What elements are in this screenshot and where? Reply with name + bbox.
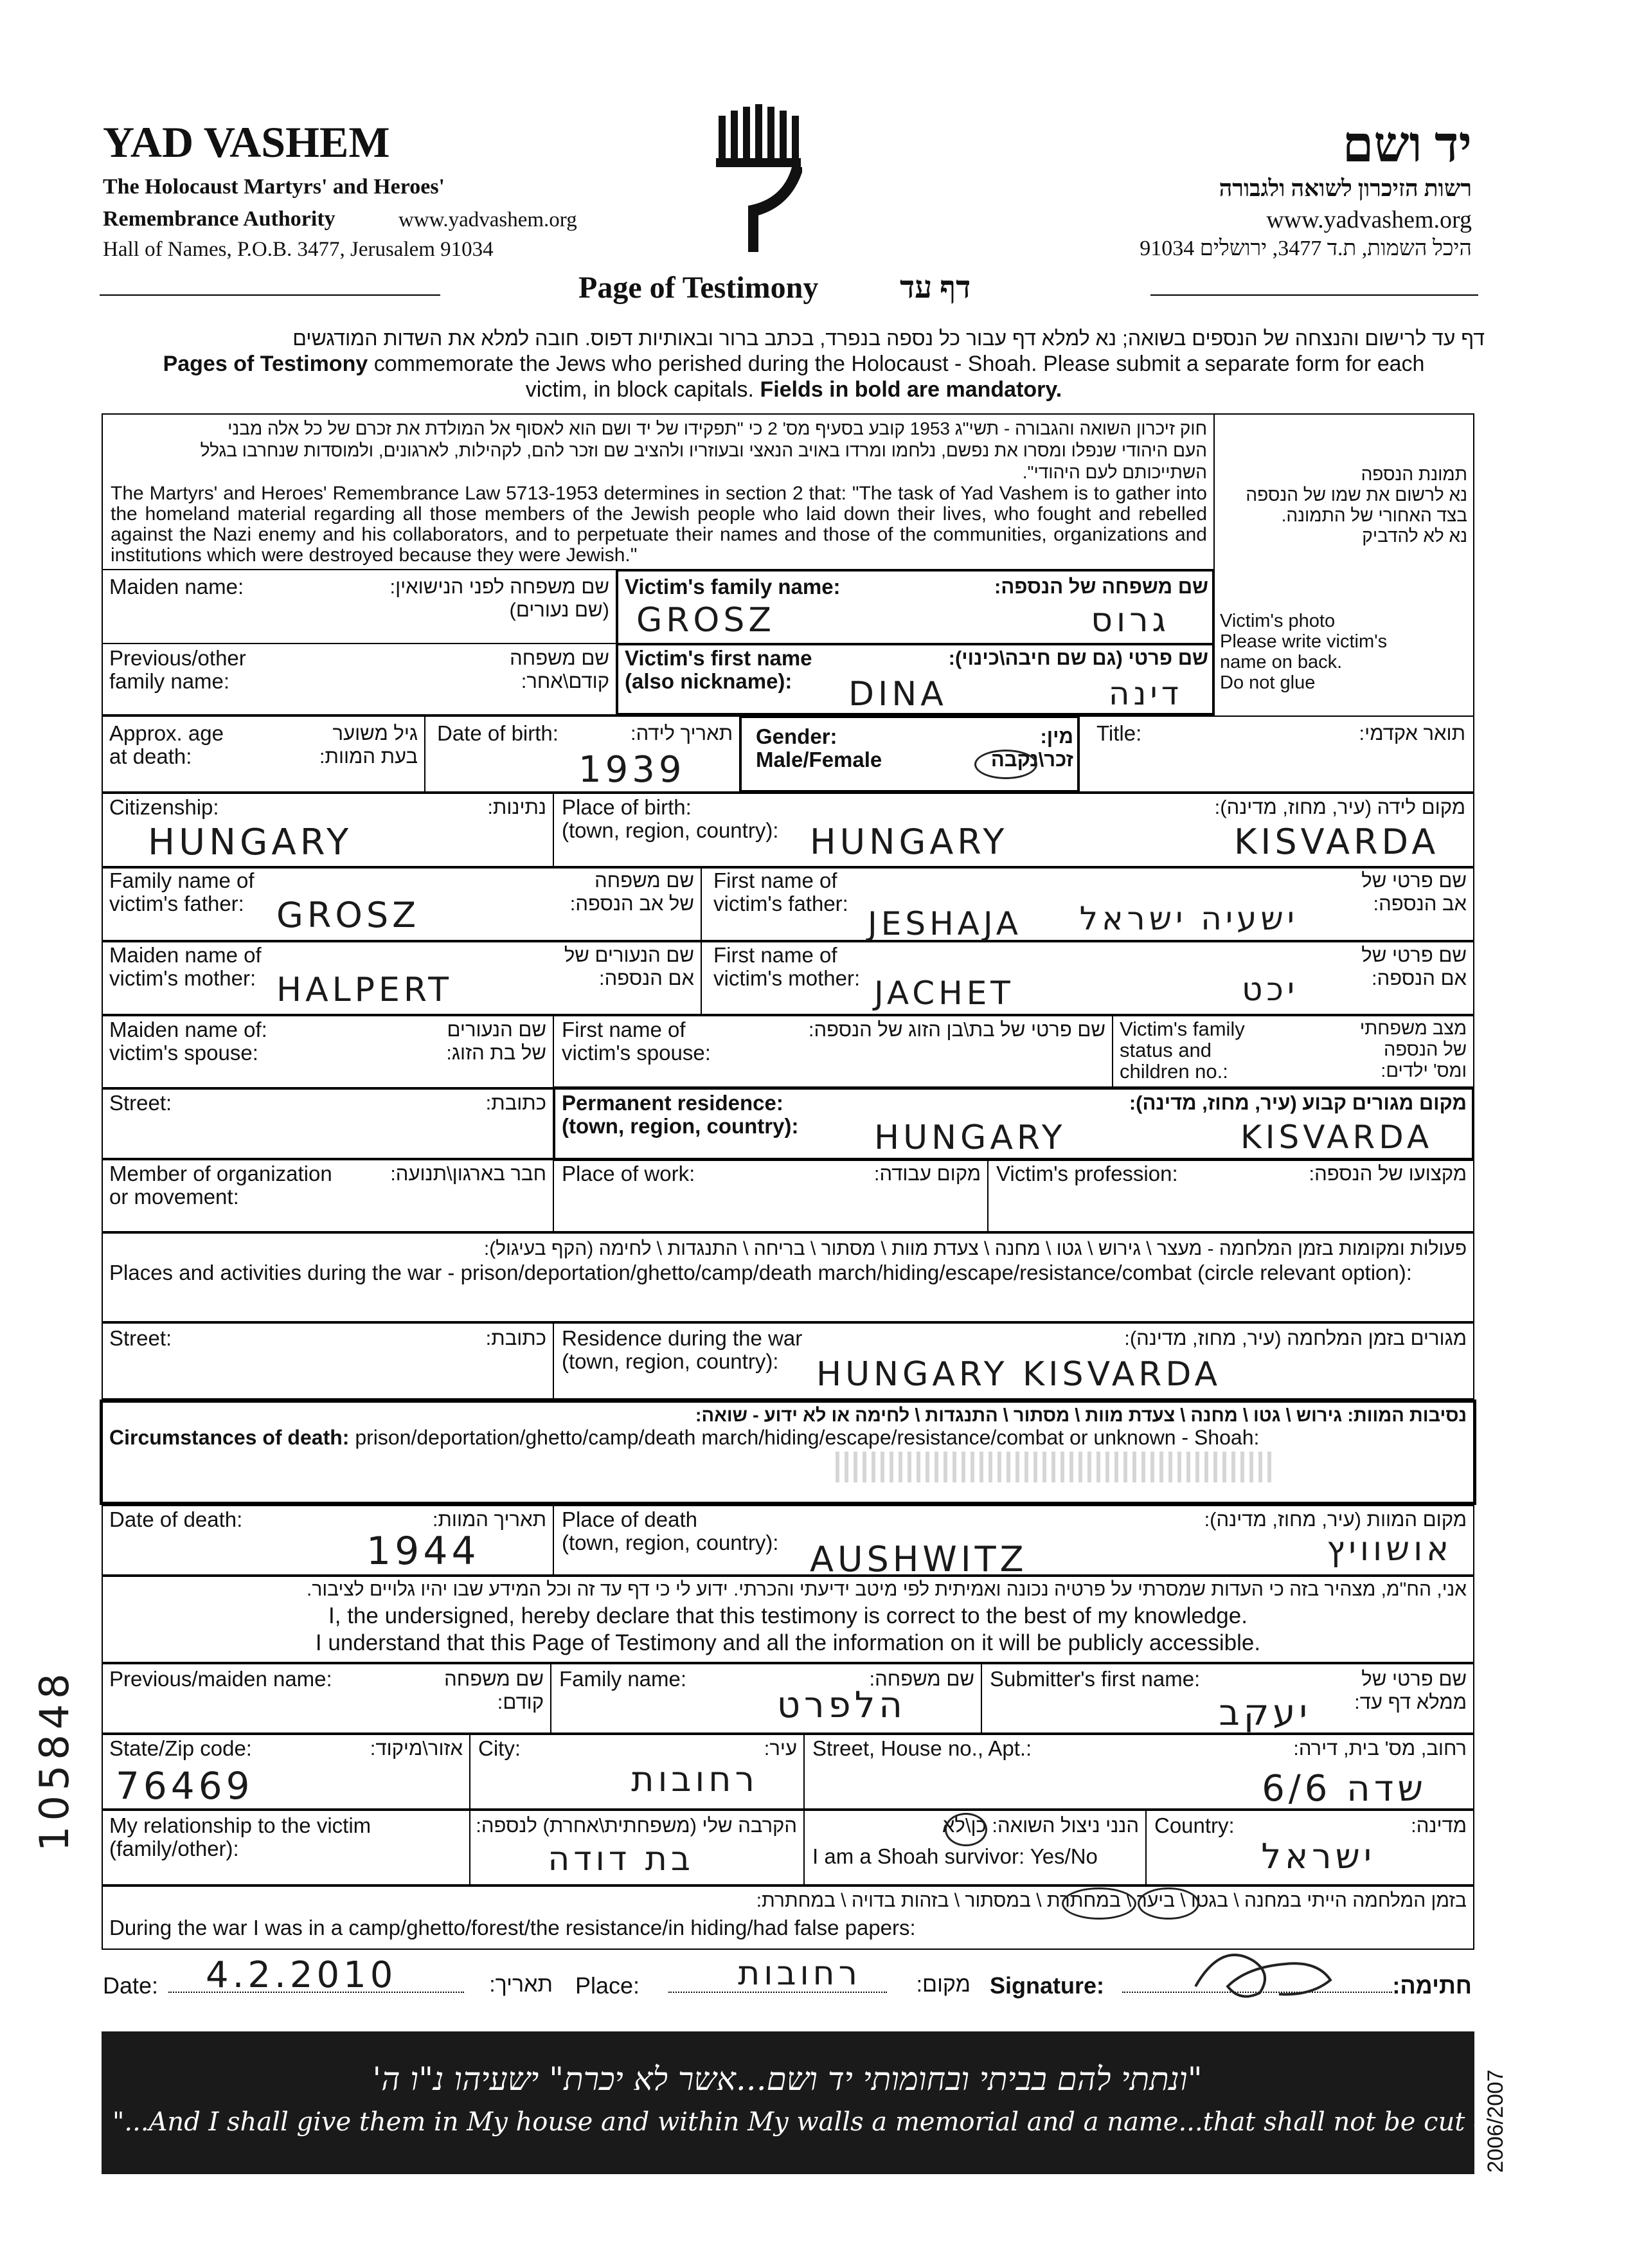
gender-label-he: מין: זכר\נקבה — [990, 725, 1073, 771]
war-residence-value[interactable]: HUNGARY KISVARDA — [816, 1355, 1222, 1394]
city-label-he: עיר: — [764, 1737, 797, 1760]
previous-name-label-he: שם משפחה קודם\אחר: — [510, 647, 609, 692]
war-activities-label: Places and activities during the war - prison/deportation/ghetto/camp/death march/hiding/escape/resistance/combat (circle relevant option): — [109, 1261, 1412, 1284]
street-label: Street: — [109, 1091, 172, 1115]
dod-value[interactable]: 1944 — [366, 1529, 480, 1574]
citizenship-label: Citizenship: — [109, 795, 219, 819]
intro-en-1: commemorate the Jews who perished during the Holocaust - Shoah. Please submit a separate form for each — [368, 352, 1425, 376]
permanent-residence-label-he: מקום מגורים קבוע (עיר, מחוז, מדינה): — [1129, 1092, 1467, 1114]
zip-label: State/Zip code: — [109, 1736, 252, 1760]
submitter-prev-label-he: שם משפחה קודם: — [444, 1668, 544, 1713]
mother-maiden-label-he: שם הנעורים של אם הנספה: — [564, 944, 694, 989]
law-he-1: חוק זיכרון השואה והגבורה - תשי"ג 1953 קובע בסעיף מס' 2 כי "תפקידו של יד ושם הוא לאסוף אל המולדת את זכרם של כל אלה מבני — [228, 419, 1207, 438]
work-row-v1 — [553, 1159, 554, 1232]
submitter-prev-label: Previous/maiden name: — [109, 1667, 332, 1691]
submitter-first-label: Submitter's first name: — [990, 1667, 1201, 1691]
country-label: Country: — [1154, 1814, 1235, 1837]
intro-en-mandatory: Fields in bold are mandatory. — [760, 377, 1062, 402]
declaration-he: אני, הח"מ, מצהיר בזה כי העדות שמסרתי על פרטיה נכונה ואמיתית לפי מיטב ידיעתי והכרתי. ידוע לי כי דף עד זה וכל המידע שבו יהיו גלויים לציבור. — [307, 1579, 1467, 1600]
form-title: Page of Testimony — [578, 271, 819, 305]
declaration-en-1: I, the undersigned, hereby declare that this testimony is correct to the best of my knowledge. — [328, 1603, 1248, 1628]
family-name-value[interactable]: GROSZ — [636, 601, 775, 640]
divider-right — [1150, 294, 1478, 296]
erased-text-area — [836, 1452, 1273, 1482]
father-first-value-he[interactable]: ישעיה ישראל — [1079, 900, 1298, 937]
survivor-label-he: הנני ניצול השואה: כן\לא — [942, 1814, 1139, 1837]
dob-label-he: תאריך לידה: — [630, 722, 733, 744]
submitter-first-value[interactable]: יעקב — [1219, 1692, 1311, 1734]
permanent-residence-town[interactable]: KISVARDA — [1240, 1119, 1433, 1156]
pob-label: Place of birth: (town, region, country): — [562, 795, 779, 842]
submitter-family-value[interactable]: הלפרט — [776, 1684, 906, 1726]
first-name-value[interactable]: DINA — [848, 675, 947, 714]
gender-label: Gender: Male/Female — [756, 724, 882, 771]
father-family-label-he: שם משפחה של אב הנספה: — [569, 869, 694, 915]
circumstances-label — [109, 1426, 1467, 1450]
archive-number: 105848 — [31, 1668, 78, 1851]
law-en: The Martyrs' and Heroes' Remembrance Law 5713-1953 determines in section 2 that: "The task of Yad Vashem is to gather into the homeland material regarding all those members of the Jewish people who laid down their lives, who fought and rebelled against the Nazi enemy and his collaborators, and to perpetuate their names and those of the communities, organizations and institutions which were destroyed because they were Jewish." — [111, 483, 1207, 566]
spouse-maiden-label-he: שם הנעורים של בת הזוג: — [446, 1018, 546, 1064]
spouse-maiden-label: Maiden name of: victim's spouse: — [109, 1018, 267, 1065]
city-value[interactable]: רחובות — [631, 1759, 758, 1799]
war-activities-label-he: פעולות ומקומות בזמן המלחמה - מעצר \ גירוש \ גטו \ מחנה \ צעדת מוות \ מסתור \ בריחה \ התנגדות \ לחימה (הקף בעיגול): — [483, 1238, 1467, 1259]
submitter-street-value[interactable]: שדה 6/6 — [1262, 1768, 1427, 1810]
zip-label-he: אזור\מיקוד: — [370, 1737, 463, 1760]
pod-label: Place of death (town, region, country): — [562, 1508, 779, 1554]
father-family-label: Family name of victim's father: — [109, 869, 255, 915]
relationship-row-v2 — [1145, 1810, 1147, 1886]
pod-value-he[interactable]: אושוויץ — [1327, 1530, 1453, 1569]
spouse-first-label-he: שם פרטי של בת\בן הזוג של הנספה: — [808, 1018, 1105, 1041]
law-he-3: השתייכותם לעם היהודי". — [1022, 462, 1207, 482]
war-status-circle-1[interactable] — [1062, 1887, 1136, 1920]
organization-label-he: חבר בארגון\תנועה: — [390, 1162, 546, 1185]
age-label-he: גיל משוער בעת המוות: — [319, 722, 418, 768]
father-first-label: First name of victim's father: — [713, 869, 848, 915]
title-label-he: תואר אקדמי: — [1359, 722, 1465, 744]
war-residence-v1 — [553, 1322, 554, 1400]
heb-org-web: www.yadvashem.org — [1266, 206, 1472, 233]
divider-left — [100, 294, 440, 296]
submitter-family-label-he: שם משפחה: — [869, 1668, 974, 1690]
relationship-label-he: הקרבה שלי (משפחתית\אחרת) לנספה: — [476, 1814, 797, 1837]
org-address: Hall of Names, P.O.B. 3477, Jerusalem 91034 — [103, 238, 494, 261]
permanent-residence-label: Permanent residence: (town, region, country): — [562, 1091, 799, 1138]
age-label: Approx. age at death: — [109, 721, 224, 768]
footer-band — [102, 2031, 1474, 2174]
pod-label-he: מקום המוות (עיר, מחוז, מדינה): — [1204, 1508, 1467, 1531]
relationship-label: My relationship to the victim (family/other): — [109, 1814, 371, 1860]
mother-maiden-value[interactable]: HALPERT — [276, 971, 452, 1009]
citizenship-row-v1 — [553, 793, 554, 867]
permanent-residence-country[interactable]: HUNGARY — [874, 1119, 1066, 1157]
names-row-split — [102, 643, 616, 644]
war-status-circle-2[interactable] — [1138, 1887, 1199, 1920]
victim-names-split — [616, 643, 1215, 645]
profession-label: Victim's profession: — [996, 1162, 1178, 1185]
place-value[interactable]: רחובות — [738, 1954, 861, 1993]
heb-org-address: היכל השמות, ת.ד 3477, ירושלים 91034 — [1140, 237, 1472, 260]
death-row-v1 — [553, 1505, 554, 1576]
intro-en — [103, 351, 1485, 402]
circumstances-label-bold: Circumstances of death: — [109, 1426, 350, 1449]
footer-quote-he: "ונתתי להם בביתי ובחומותי יד ושם...אשר לא יכרת" ישעיהו נ"ו ה' — [372, 2060, 1203, 2098]
version-label: 2006/2007 — [1483, 2069, 1508, 2173]
spouse-row-v1 — [553, 1015, 554, 1088]
photo-instructions-en — [1220, 590, 1467, 714]
city-label: City: — [478, 1736, 521, 1760]
war-residence-label: Residence during the war (town, region, country): — [562, 1326, 803, 1373]
maiden-name-label: Maiden name: — [109, 575, 244, 598]
workplace-label-he: מקום עבודה: — [873, 1162, 981, 1185]
country-label-he: מדינה: — [1411, 1814, 1467, 1837]
law-he-2: העם היהודי שנפלו ומסרו את נפשם, נלחמו ומרדו באויב הנאצי ובעוזריו ולהציב שם וזכר להם, לקהילות, לארגונים, ולמוסדות שנחרבו בגלל — [200, 440, 1207, 460]
signature-label-he: חתימה: — [1392, 1972, 1472, 1999]
age-row-v1 — [424, 716, 425, 793]
father-first-value[interactable]: JESHAJA — [868, 905, 1022, 942]
circumstances-label-he: נסיבות המוות: גירוש \ גטו \ מחנה \ צעדת מוות \ מסתור \ התנגדות \ לחימה או לא ידוע - שואה: — [695, 1405, 1467, 1426]
photo-instructions-en-text: Victim's photo Please write victim's name on back. Do not glue — [1220, 611, 1388, 693]
date-label-he: תאריך: — [489, 1972, 553, 1997]
first-name-label: Victim's first name (also nickname): — [625, 646, 812, 693]
submitter-row-v2 — [981, 1663, 982, 1734]
place-label: Place: — [575, 1972, 640, 1999]
date-value[interactable]: 4.2.2010 — [206, 1954, 397, 1996]
workplace-label: Place of work: — [562, 1162, 695, 1185]
heb-org-name: יד ושם — [1342, 116, 1472, 172]
dod-label: Date of death: — [109, 1508, 243, 1531]
spouse-first-label: First name of victim's spouse: — [562, 1018, 711, 1065]
family-status-label: Victim's family status and children no.: — [1120, 1018, 1245, 1083]
org-name: YAD VASHEM — [103, 118, 390, 166]
street-label-he: כתובת: — [485, 1092, 546, 1114]
pod-value[interactable]: AUSHWITZ — [810, 1539, 1028, 1580]
intro-he: דף עד לרישום והנצחה של הנספים בשואה; נא למלא דף עבור כל נספה בנפרד, בכתב ברור ובאותיות דפוס. חובה למלא את השדות המודגשים — [292, 327, 1485, 350]
war-status-label-he: בזמן המלחמה הייתי במחנה \ בגטו \ ביער \ במחתרת \ במסתור \ בזהות בדויה \ במחתרת: — [756, 1890, 1467, 1911]
war-status-label: During the war I was in a camp/ghetto/forest/the resistance/in hiding/had false papers: — [109, 1916, 916, 1940]
pob-value-town[interactable]: KISVARDA — [1234, 822, 1440, 862]
submitter-street-label-he: רחוב, מס' בית, דירה: — [1293, 1737, 1467, 1760]
law-he — [111, 418, 1207, 483]
dob-value[interactable]: 1939 — [578, 749, 686, 791]
family-name-label: Victim's family name: — [625, 575, 841, 598]
citizenship-value[interactable]: HUNGARY — [148, 822, 353, 863]
title-label: Title: — [1096, 721, 1142, 745]
footer-citation: Isaiah 56:5 — [1526, 2114, 1628, 2135]
submitter-street-label: Street, House no., Apt.: — [812, 1736, 1032, 1760]
form-title-he: דף עד — [900, 271, 971, 305]
relationship-value[interactable]: בת דודה — [548, 1840, 694, 1878]
pob-label-he: מקום לידה (עיר, מחוז, מדינה): — [1214, 796, 1465, 818]
yad-vashem-logo-icon — [713, 103, 810, 257]
intro-en-2: victim, in block capitals. — [525, 377, 760, 402]
survivor-label: I am a Shoah survivor: Yes/No — [812, 1844, 1098, 1868]
family-name-value-he[interactable]: גרוס — [1091, 601, 1170, 640]
intro-en-bold: Pages of Testimony — [163, 352, 368, 376]
dod-label-he: תאריך המוות: — [432, 1508, 546, 1531]
declaration-en-2: I understand that this Page of Testimony and all the information on it will be publicly accessible. — [315, 1630, 1261, 1655]
circumstances-label-options: prison/deportation/ghetto/camp/death march/hiding/escape/resistance/combat or unknown - Shoah: — [349, 1426, 1260, 1449]
footer-quote-en — [112, 2107, 1628, 2137]
first-name-value-he[interactable]: דינה — [1108, 675, 1183, 712]
father-family-value[interactable]: GROSZ — [276, 895, 420, 935]
submitter-row-v1 — [550, 1663, 551, 1734]
profession-label-he: מקצועו של הנספה: — [1309, 1162, 1467, 1185]
family-name-label-he: שם משפחה של הנספה: — [994, 575, 1208, 598]
mother-first-label: First name of victim's mother: — [713, 943, 861, 990]
mother-first-value[interactable]: JACHET — [874, 975, 1014, 1012]
address-row-v2 — [803, 1734, 805, 1810]
photo-instructions-he: תמונת הנספה נא לרשום את שמו של הנספה בצד האחורי של התמונה. נא לא להדביק — [1246, 464, 1467, 546]
survivor-circle[interactable] — [945, 1813, 987, 1846]
org-sub2: Remembrance Authority — [103, 207, 335, 231]
previous-name-label: Previous/other family name: — [109, 646, 246, 693]
war-street-label-he: כתובת: — [485, 1327, 546, 1349]
father-first-label-he: שם פרטי של אב הנספה: — [1361, 869, 1467, 915]
work-row-v2 — [987, 1159, 988, 1232]
war-street-label: Street: — [109, 1326, 172, 1350]
citizenship-label-he: נתינות: — [487, 796, 546, 818]
mother-first-label-he: שם פרטי של אם הנספה: — [1361, 944, 1467, 989]
date-label: Date: — [103, 1972, 159, 1999]
spouse-row-v2 — [1112, 1015, 1113, 1088]
war-residence-label-he: מגורים בזמן המלחמה (עיר, מחוז, מדינה): — [1124, 1327, 1467, 1349]
dob-label: Date of birth: — [437, 721, 559, 745]
pob-value-country[interactable]: HUNGARY — [810, 822, 1008, 862]
org-web: www.yadvashem.org — [398, 208, 577, 231]
family-status-label-he: מצב משפחתי של הנספה ומס' ילדים: — [1359, 1018, 1467, 1081]
country-value[interactable]: ישראל — [1261, 1836, 1375, 1877]
relationship-row-v1 — [803, 1810, 805, 1886]
mother-first-value-he[interactable]: יכט — [1241, 971, 1298, 1008]
footer-quote-en-text: "...And I shall give them in My house and within My walls a memorial and a name...that shall not be cut off" — [112, 2107, 1519, 2137]
first-name-label-he: שם פרטי (גם שם חיבה\כינוי): — [948, 647, 1208, 669]
organization-label: Member of organization or movement: — [109, 1162, 332, 1209]
org-sub1: The Holocaust Martyrs' and Heroes' — [103, 175, 445, 199]
submitter-first-label-he: שם פרטי של ממלא דף עד: — [1354, 1668, 1467, 1713]
zip-value[interactable]: 76469 — [116, 1764, 254, 1808]
place-label-he: מקום: — [916, 1972, 971, 1997]
heb-org-sub: רשות הזיכרון לשואה ולגבורה — [1219, 176, 1472, 201]
signature-label: Signature: — [990, 1972, 1105, 1999]
gender-circle[interactable] — [974, 750, 1037, 779]
maiden-name-label-he: שם משפחה לפני הנישואין: (שם נעורים) — [389, 575, 609, 621]
mother-maiden-label: Maiden name of victim's mother: — [109, 943, 262, 990]
signature-scribble-icon — [1183, 1935, 1350, 2006]
submitter-family-label: Family name: — [559, 1667, 687, 1691]
